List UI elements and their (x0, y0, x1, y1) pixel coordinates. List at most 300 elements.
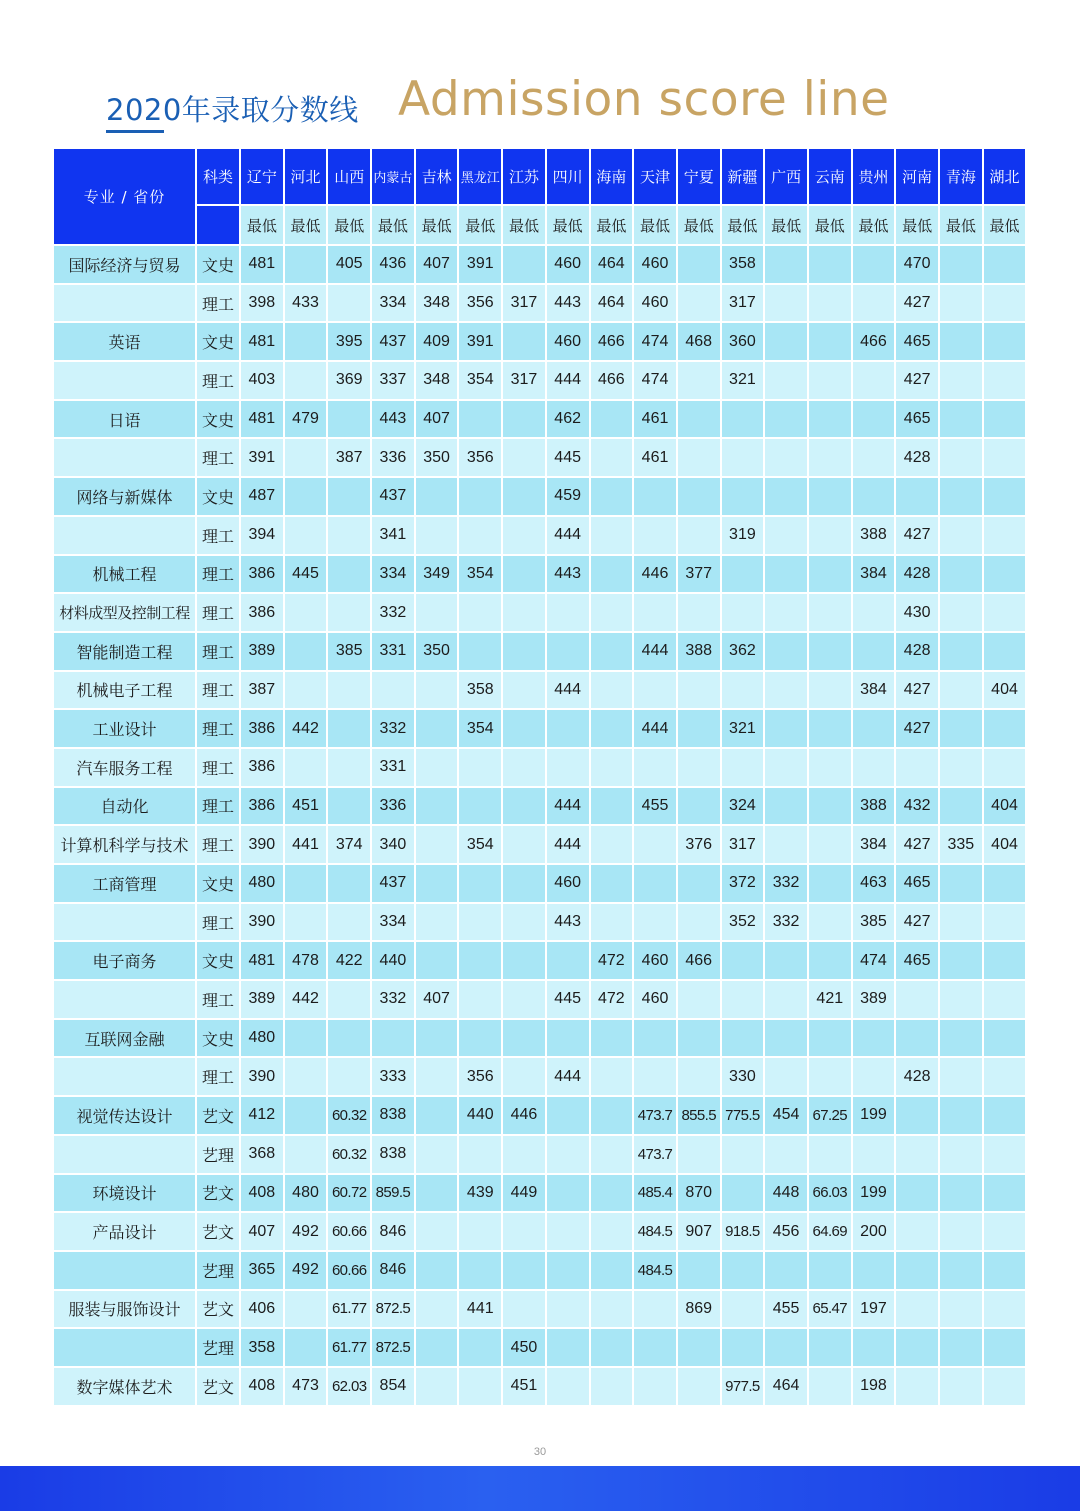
score-cell: 388 (852, 516, 896, 555)
score-cell (852, 748, 896, 787)
score-cell (458, 477, 502, 516)
admission-score-table (52, 147, 1027, 1407)
score-cell: 463 (852, 864, 896, 903)
score-cell: 481 (240, 941, 284, 980)
score-cell (895, 748, 939, 787)
score-cell: 358 (240, 1328, 284, 1367)
category-cell: 理工 (196, 787, 240, 826)
score-cell: 446 (502, 1096, 546, 1135)
score-cell: 444 (546, 825, 590, 864)
score-cell (502, 1019, 546, 1058)
score-cell (895, 1135, 939, 1174)
score-cell (415, 1212, 459, 1251)
score-cell: 388 (852, 787, 896, 826)
table-row (53, 825, 1026, 864)
score-cell (983, 632, 1027, 671)
category-cell: 文史 (196, 1019, 240, 1058)
score-cell (983, 1135, 1027, 1174)
province-header: 辽宁 (240, 148, 284, 205)
score-cell (284, 1290, 328, 1329)
score-cell (590, 400, 634, 439)
score-cell (458, 1367, 502, 1406)
score-cell: 330 (721, 1057, 765, 1096)
score-cell: 422 (327, 941, 371, 980)
score-cell: 838 (371, 1096, 415, 1135)
score-cell (939, 284, 983, 323)
score-cell (721, 1290, 765, 1329)
score-cell: 394 (240, 516, 284, 555)
table-row (53, 1251, 1026, 1290)
score-cell (939, 864, 983, 903)
score-cell: 199 (852, 1174, 896, 1213)
score-cell (415, 1367, 459, 1406)
score-cell: 428 (895, 555, 939, 594)
score-cell (764, 1251, 808, 1290)
score-cell: 387 (327, 438, 371, 477)
score-cell: 321 (721, 361, 765, 400)
category-cell: 艺理 (196, 1135, 240, 1174)
score-cell (458, 1135, 502, 1174)
score-cell: 408 (240, 1367, 284, 1406)
score-cell (852, 438, 896, 477)
table-row (53, 1096, 1026, 1135)
score-cell: 61.77 (327, 1328, 371, 1367)
category-cell: 艺文 (196, 1212, 240, 1251)
score-cell: 317 (721, 284, 765, 323)
score-cell (808, 864, 852, 903)
score-cell: 398 (240, 284, 284, 323)
score-cell: 465 (895, 864, 939, 903)
score-cell: 445 (546, 438, 590, 477)
score-cell: 440 (371, 941, 415, 980)
score-cell (284, 671, 328, 710)
score-cell: 372 (721, 864, 765, 903)
score-cell (939, 593, 983, 632)
major-cell (53, 1135, 196, 1174)
score-cell: 332 (764, 903, 808, 942)
score-cell: 478 (284, 941, 328, 980)
score-cell: 389 (240, 632, 284, 671)
score-cell (939, 748, 983, 787)
min-score-label: 最低 (677, 205, 721, 245)
score-cell: 918.5 (721, 1212, 765, 1251)
major-cell: 互联网金融 (53, 1019, 196, 1058)
score-cell: 389 (240, 980, 284, 1019)
score-cell (590, 1290, 634, 1329)
score-cell (677, 748, 721, 787)
score-cell (677, 787, 721, 826)
province-header: 黑龙江 (458, 148, 502, 205)
province-header: 新疆 (721, 148, 765, 205)
score-cell (502, 1290, 546, 1329)
min-score-label: 最低 (458, 205, 502, 245)
score-cell: 427 (895, 825, 939, 864)
category-cell: 理工 (196, 671, 240, 710)
score-cell (415, 593, 459, 632)
score-cell: 391 (458, 322, 502, 361)
table-row (53, 748, 1026, 787)
score-cell (415, 1019, 459, 1058)
score-cell: 332 (371, 593, 415, 632)
major-cell (53, 1057, 196, 1096)
major-cell: 工商管理 (53, 864, 196, 903)
score-cell (764, 709, 808, 748)
score-cell (852, 1057, 896, 1096)
category-cell: 文史 (196, 941, 240, 980)
score-cell: 349 (415, 555, 459, 594)
score-cell: 460 (546, 245, 590, 284)
category-cell: 理工 (196, 361, 240, 400)
score-cell: 492 (284, 1251, 328, 1290)
table-row (53, 477, 1026, 516)
score-cell: 362 (721, 632, 765, 671)
score-cell (808, 516, 852, 555)
score-cell (939, 516, 983, 555)
score-cell (852, 1251, 896, 1290)
score-cell: 374 (327, 825, 371, 864)
score-cell: 391 (240, 438, 284, 477)
score-cell (677, 1367, 721, 1406)
score-cell: 60.32 (327, 1096, 371, 1135)
score-cell: 377 (677, 555, 721, 594)
score-cell (677, 1328, 721, 1367)
score-cell: 337 (371, 361, 415, 400)
score-cell: 350 (415, 632, 459, 671)
score-cell: 390 (240, 903, 284, 942)
score-cell (590, 864, 634, 903)
score-cell (895, 1212, 939, 1251)
major-cell (53, 438, 196, 477)
score-cell (458, 864, 502, 903)
score-cell: 60.72 (327, 1174, 371, 1213)
score-cell (764, 1019, 808, 1058)
score-cell (983, 1251, 1027, 1290)
score-cell (590, 1367, 634, 1406)
score-cell (590, 709, 634, 748)
score-cell: 451 (284, 787, 328, 826)
min-score-label: 最低 (633, 205, 677, 245)
score-cell: 487 (240, 477, 284, 516)
score-cell: 462 (546, 400, 590, 439)
score-cell (764, 322, 808, 361)
score-cell: 387 (240, 671, 284, 710)
score-cell: 332 (764, 864, 808, 903)
score-cell (983, 555, 1027, 594)
score-cell (721, 400, 765, 439)
score-cell: 838 (371, 1135, 415, 1174)
score-cell: 440 (458, 1096, 502, 1135)
score-cell: 484.5 (633, 1251, 677, 1290)
score-cell (633, 1019, 677, 1058)
score-cell (502, 671, 546, 710)
score-cell: 427 (895, 361, 939, 400)
table-row (53, 438, 1026, 477)
score-cell (852, 1019, 896, 1058)
score-cell: 403 (240, 361, 284, 400)
score-cell (808, 477, 852, 516)
score-cell: 317 (502, 284, 546, 323)
score-cell (415, 477, 459, 516)
score-cell: 407 (415, 980, 459, 1019)
score-cell: 427 (895, 709, 939, 748)
table-row (53, 322, 1026, 361)
score-cell: 445 (284, 555, 328, 594)
province-header: 江苏 (502, 148, 546, 205)
score-cell: 332 (371, 709, 415, 748)
province-header: 湖北 (983, 148, 1027, 205)
score-cell: 334 (371, 903, 415, 942)
score-cell (415, 1135, 459, 1174)
score-cell: 385 (852, 903, 896, 942)
score-cell (721, 593, 765, 632)
score-cell (284, 477, 328, 516)
score-cell: 444 (546, 787, 590, 826)
score-cell (284, 748, 328, 787)
score-cell: 421 (808, 980, 852, 1019)
score-cell (458, 941, 502, 980)
score-cell: 386 (240, 593, 284, 632)
score-cell (415, 1290, 459, 1329)
category-cell: 艺文 (196, 1290, 240, 1329)
score-cell (590, 787, 634, 826)
score-cell (546, 748, 590, 787)
score-cell (808, 1135, 852, 1174)
score-cell: 62.03 (327, 1367, 371, 1406)
score-cell (458, 903, 502, 942)
score-cell: 427 (895, 671, 939, 710)
table-row (53, 1328, 1026, 1367)
score-cell (764, 245, 808, 284)
score-cell (502, 787, 546, 826)
score-cell: 451 (502, 1367, 546, 1406)
table-row (53, 1290, 1026, 1329)
score-cell (502, 593, 546, 632)
score-cell (764, 1057, 808, 1096)
score-cell (983, 1174, 1027, 1213)
score-cell (721, 748, 765, 787)
major-cell: 机械工程 (53, 555, 196, 594)
score-cell (939, 709, 983, 748)
score-cell (895, 1019, 939, 1058)
score-cell: 442 (284, 980, 328, 1019)
score-cell: 427 (895, 284, 939, 323)
score-cell (284, 1096, 328, 1135)
score-cell: 479 (284, 400, 328, 439)
score-cell: 348 (415, 361, 459, 400)
score-cell (895, 1174, 939, 1213)
score-cell: 461 (633, 438, 677, 477)
score-cell (939, 941, 983, 980)
score-cell: 348 (415, 284, 459, 323)
score-cell: 439 (458, 1174, 502, 1213)
score-cell (983, 1290, 1027, 1329)
score-cell (546, 1367, 590, 1406)
category-cell: 文史 (196, 477, 240, 516)
score-cell (983, 980, 1027, 1019)
score-cell (677, 980, 721, 1019)
score-cell (502, 941, 546, 980)
score-cell (284, 1019, 328, 1058)
score-cell: 444 (633, 632, 677, 671)
score-cell (852, 400, 896, 439)
score-cell: 859.5 (371, 1174, 415, 1213)
score-cell (764, 516, 808, 555)
score-cell (590, 748, 634, 787)
min-score-label: 最低 (327, 205, 371, 245)
score-cell: 436 (371, 245, 415, 284)
score-cell: 442 (284, 709, 328, 748)
score-cell (502, 632, 546, 671)
score-cell (939, 1019, 983, 1058)
score-cell: 446 (633, 555, 677, 594)
score-cell: 472 (590, 941, 634, 980)
score-cell (546, 1290, 590, 1329)
score-cell (939, 438, 983, 477)
min-score-label: 最低 (852, 205, 896, 245)
score-cell (590, 516, 634, 555)
score-cell: 465 (895, 941, 939, 980)
category-cell: 理工 (196, 516, 240, 555)
score-cell: 67.25 (808, 1096, 852, 1135)
score-cell (458, 593, 502, 632)
score-cell (983, 709, 1027, 748)
score-cell (721, 555, 765, 594)
table-row (53, 1367, 1026, 1406)
score-cell (764, 361, 808, 400)
score-cell: 464 (590, 284, 634, 323)
score-cell (371, 1019, 415, 1058)
score-cell: 472 (590, 980, 634, 1019)
score-cell: 459 (546, 477, 590, 516)
score-cell: 360 (721, 322, 765, 361)
score-cell: 430 (895, 593, 939, 632)
min-score-label: 最低 (371, 205, 415, 245)
score-cell: 388 (677, 632, 721, 671)
score-cell: 460 (546, 864, 590, 903)
score-cell: 484.5 (633, 1212, 677, 1251)
score-cell (502, 400, 546, 439)
score-cell (284, 516, 328, 555)
score-cell (939, 555, 983, 594)
score-cell (764, 980, 808, 1019)
score-cell (983, 477, 1027, 516)
score-cell (415, 1096, 459, 1135)
score-cell: 352 (721, 903, 765, 942)
min-score-label: 最低 (808, 205, 852, 245)
score-cell (415, 825, 459, 864)
score-cell (590, 593, 634, 632)
score-cell: 390 (240, 825, 284, 864)
score-cell: 977.5 (721, 1367, 765, 1406)
score-cell (458, 1019, 502, 1058)
score-cell (895, 1251, 939, 1290)
score-cell (677, 516, 721, 555)
score-cell (546, 1212, 590, 1251)
page-title-english: Admission score line (398, 72, 890, 127)
major-cell: 网络与新媒体 (53, 477, 196, 516)
score-cell: 460 (546, 322, 590, 361)
score-cell (327, 284, 371, 323)
score-cell (852, 709, 896, 748)
major-cell: 英语 (53, 322, 196, 361)
score-cell: 444 (546, 361, 590, 400)
table-row (53, 632, 1026, 671)
table-row (53, 555, 1026, 594)
score-cell (939, 245, 983, 284)
score-cell: 200 (852, 1212, 896, 1251)
score-cell: 333 (371, 1057, 415, 1096)
score-cell (458, 1212, 502, 1251)
score-cell: 907 (677, 1212, 721, 1251)
score-cell (677, 400, 721, 439)
score-cell (895, 1328, 939, 1367)
score-cell: 65.47 (808, 1290, 852, 1329)
category-cell: 艺文 (196, 1367, 240, 1406)
table-row (53, 1212, 1026, 1251)
score-cell (808, 1328, 852, 1367)
score-cell (415, 787, 459, 826)
province-header: 河南 (895, 148, 939, 205)
score-cell: 481 (240, 322, 284, 361)
score-cell (808, 400, 852, 439)
score-cell (983, 1212, 1027, 1251)
score-cell: 409 (415, 322, 459, 361)
table-row (53, 980, 1026, 1019)
score-cell (284, 361, 328, 400)
score-cell (764, 555, 808, 594)
category-cell: 艺理 (196, 1251, 240, 1290)
min-score-label: 最低 (983, 205, 1027, 245)
score-cell: 60.66 (327, 1251, 371, 1290)
score-cell: 460 (633, 284, 677, 323)
score-cell: 455 (633, 787, 677, 826)
category-cell: 理工 (196, 438, 240, 477)
score-cell (808, 748, 852, 787)
score-cell: 319 (721, 516, 765, 555)
min-score-header-row (53, 205, 1026, 245)
score-cell: 335 (939, 825, 983, 864)
score-cell (590, 438, 634, 477)
score-cell: 473.7 (633, 1135, 677, 1174)
score-cell (284, 593, 328, 632)
score-cell (327, 593, 371, 632)
score-cell: 384 (852, 825, 896, 864)
score-cell: 460 (633, 245, 677, 284)
score-cell: 350 (415, 438, 459, 477)
score-cell (721, 671, 765, 710)
score-cell (983, 593, 1027, 632)
score-cell (721, 438, 765, 477)
score-cell (939, 1290, 983, 1329)
score-cell (721, 1251, 765, 1290)
score-cell (502, 709, 546, 748)
score-cell (677, 1019, 721, 1058)
category-cell: 艺文 (196, 1096, 240, 1135)
score-cell (590, 477, 634, 516)
score-cell: 474 (633, 361, 677, 400)
score-cell (284, 1328, 328, 1367)
category-header-fill (196, 205, 240, 245)
score-cell: 336 (371, 438, 415, 477)
score-cell (895, 1367, 939, 1406)
score-cell (939, 671, 983, 710)
score-cell: 197 (852, 1290, 896, 1329)
major-cell (53, 361, 196, 400)
score-cell: 846 (371, 1251, 415, 1290)
table-row (53, 1019, 1026, 1058)
score-cell (502, 245, 546, 284)
score-cell (546, 941, 590, 980)
